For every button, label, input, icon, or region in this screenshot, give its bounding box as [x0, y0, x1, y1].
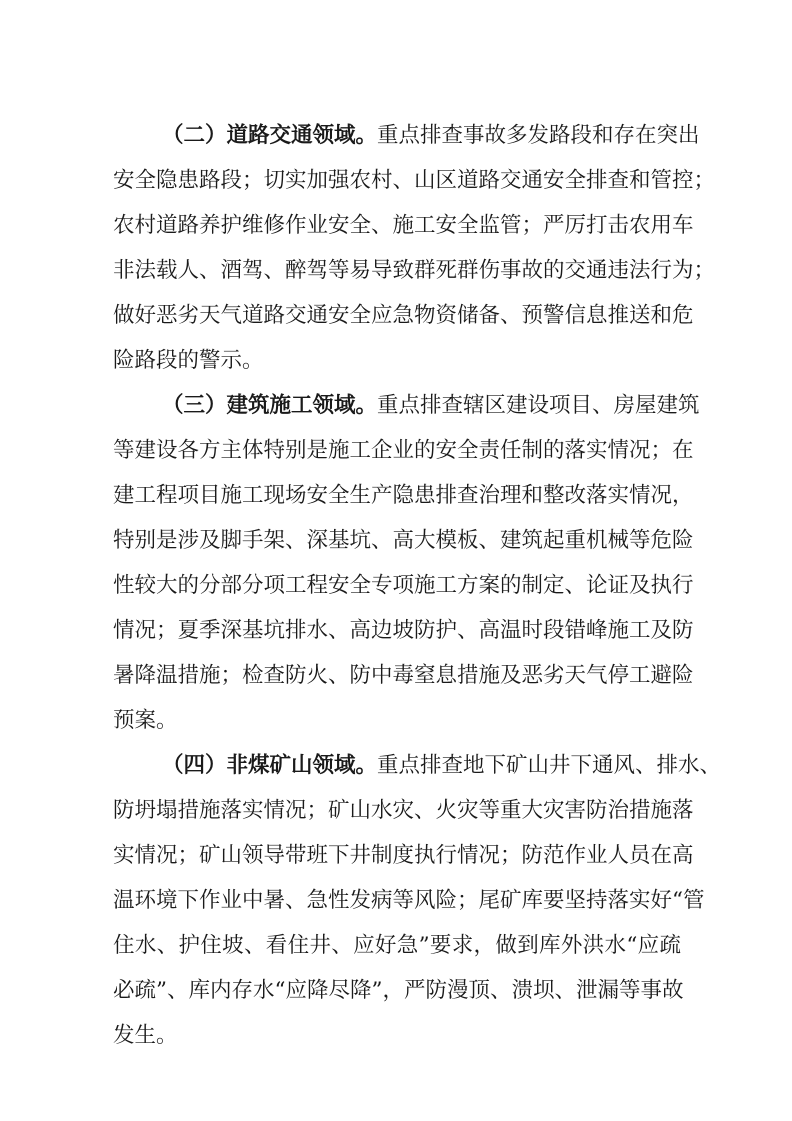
- section-3-line: 特别是涉及脚手架、深基坑、高大模板、建筑起重机械等危险: [113, 528, 694, 553]
- section-3-line: 性较大的分部分项工程安全专项施工方案的制定、论证及执行: [113, 573, 694, 598]
- section-3-line: 预案。: [113, 708, 178, 733]
- section-4-line: 必疏”、库内存水“应降尽降”，严防漫顶、溃坝、泄漏等事故: [113, 978, 684, 1003]
- section-3-line: 情况；夏季深基坑排水、高边坡防护、高温时段错峰施工及防: [113, 618, 694, 643]
- section-3-line: 等建设各方主体特别是施工企业的安全责任制的落实情况；在: [113, 438, 694, 463]
- section-3-line: 暑降温措施；检查防火、防中毒窒息措施及恶劣天气停工避险: [113, 663, 694, 688]
- section-4-line: 发生。: [113, 1023, 178, 1048]
- section-2-first-line: [162, 121, 700, 151]
- section-3-first-line: [162, 391, 700, 421]
- section-2-text: 重点排查事故多发路段和存在突出: [377, 123, 700, 148]
- section-4-line: 防坍塌措施落实情况；矿山水灾、火灾等重大灾害防治措施落: [113, 798, 694, 823]
- section-2-line: 安全隐患路段；切实加强农村、山区道路交通安全排查和管控；: [113, 168, 716, 193]
- section-4-text: 重点排查地下矿山井下通风、排水、: [377, 753, 722, 778]
- section-4-line: 温环境下作业中暑、急性发病等风险；尾矿库要坚持落实好“管: [113, 888, 705, 913]
- section-2-heading: （二）道路交通领域。: [162, 123, 378, 148]
- section-4-heading: （四）非煤矿山领域。: [162, 753, 378, 778]
- section-2-line: 险路段的警示。: [113, 348, 264, 373]
- section-3-text: 重点排查辖区建设项目、房屋建筑: [377, 393, 700, 418]
- section-2-line: 农村道路养护维修作业安全、施工安全监管；严厉打击农用车: [113, 213, 694, 238]
- section-3-line: 建工程项目施工现场安全生产隐患排查治理和整改落实情况，: [113, 483, 694, 508]
- section-4-line: 住水、护住坡、看住井、应好急”要求，做到库外洪水“应疏: [113, 933, 681, 958]
- section-2-line: 做好恶劣天气道路交通安全应急物资储备、预警信息推送和危: [113, 303, 694, 328]
- section-4-first-line: [162, 751, 722, 781]
- section-2-line: 非法载人、酒驾、醉驾等易导致群死群伤事故的交通违法行为；: [113, 258, 716, 283]
- section-4-line: 实情况；矿山领导带班下井制度执行情况；防范作业人员在高: [113, 843, 694, 868]
- section-3-heading: （三）建筑施工领域。: [162, 393, 378, 418]
